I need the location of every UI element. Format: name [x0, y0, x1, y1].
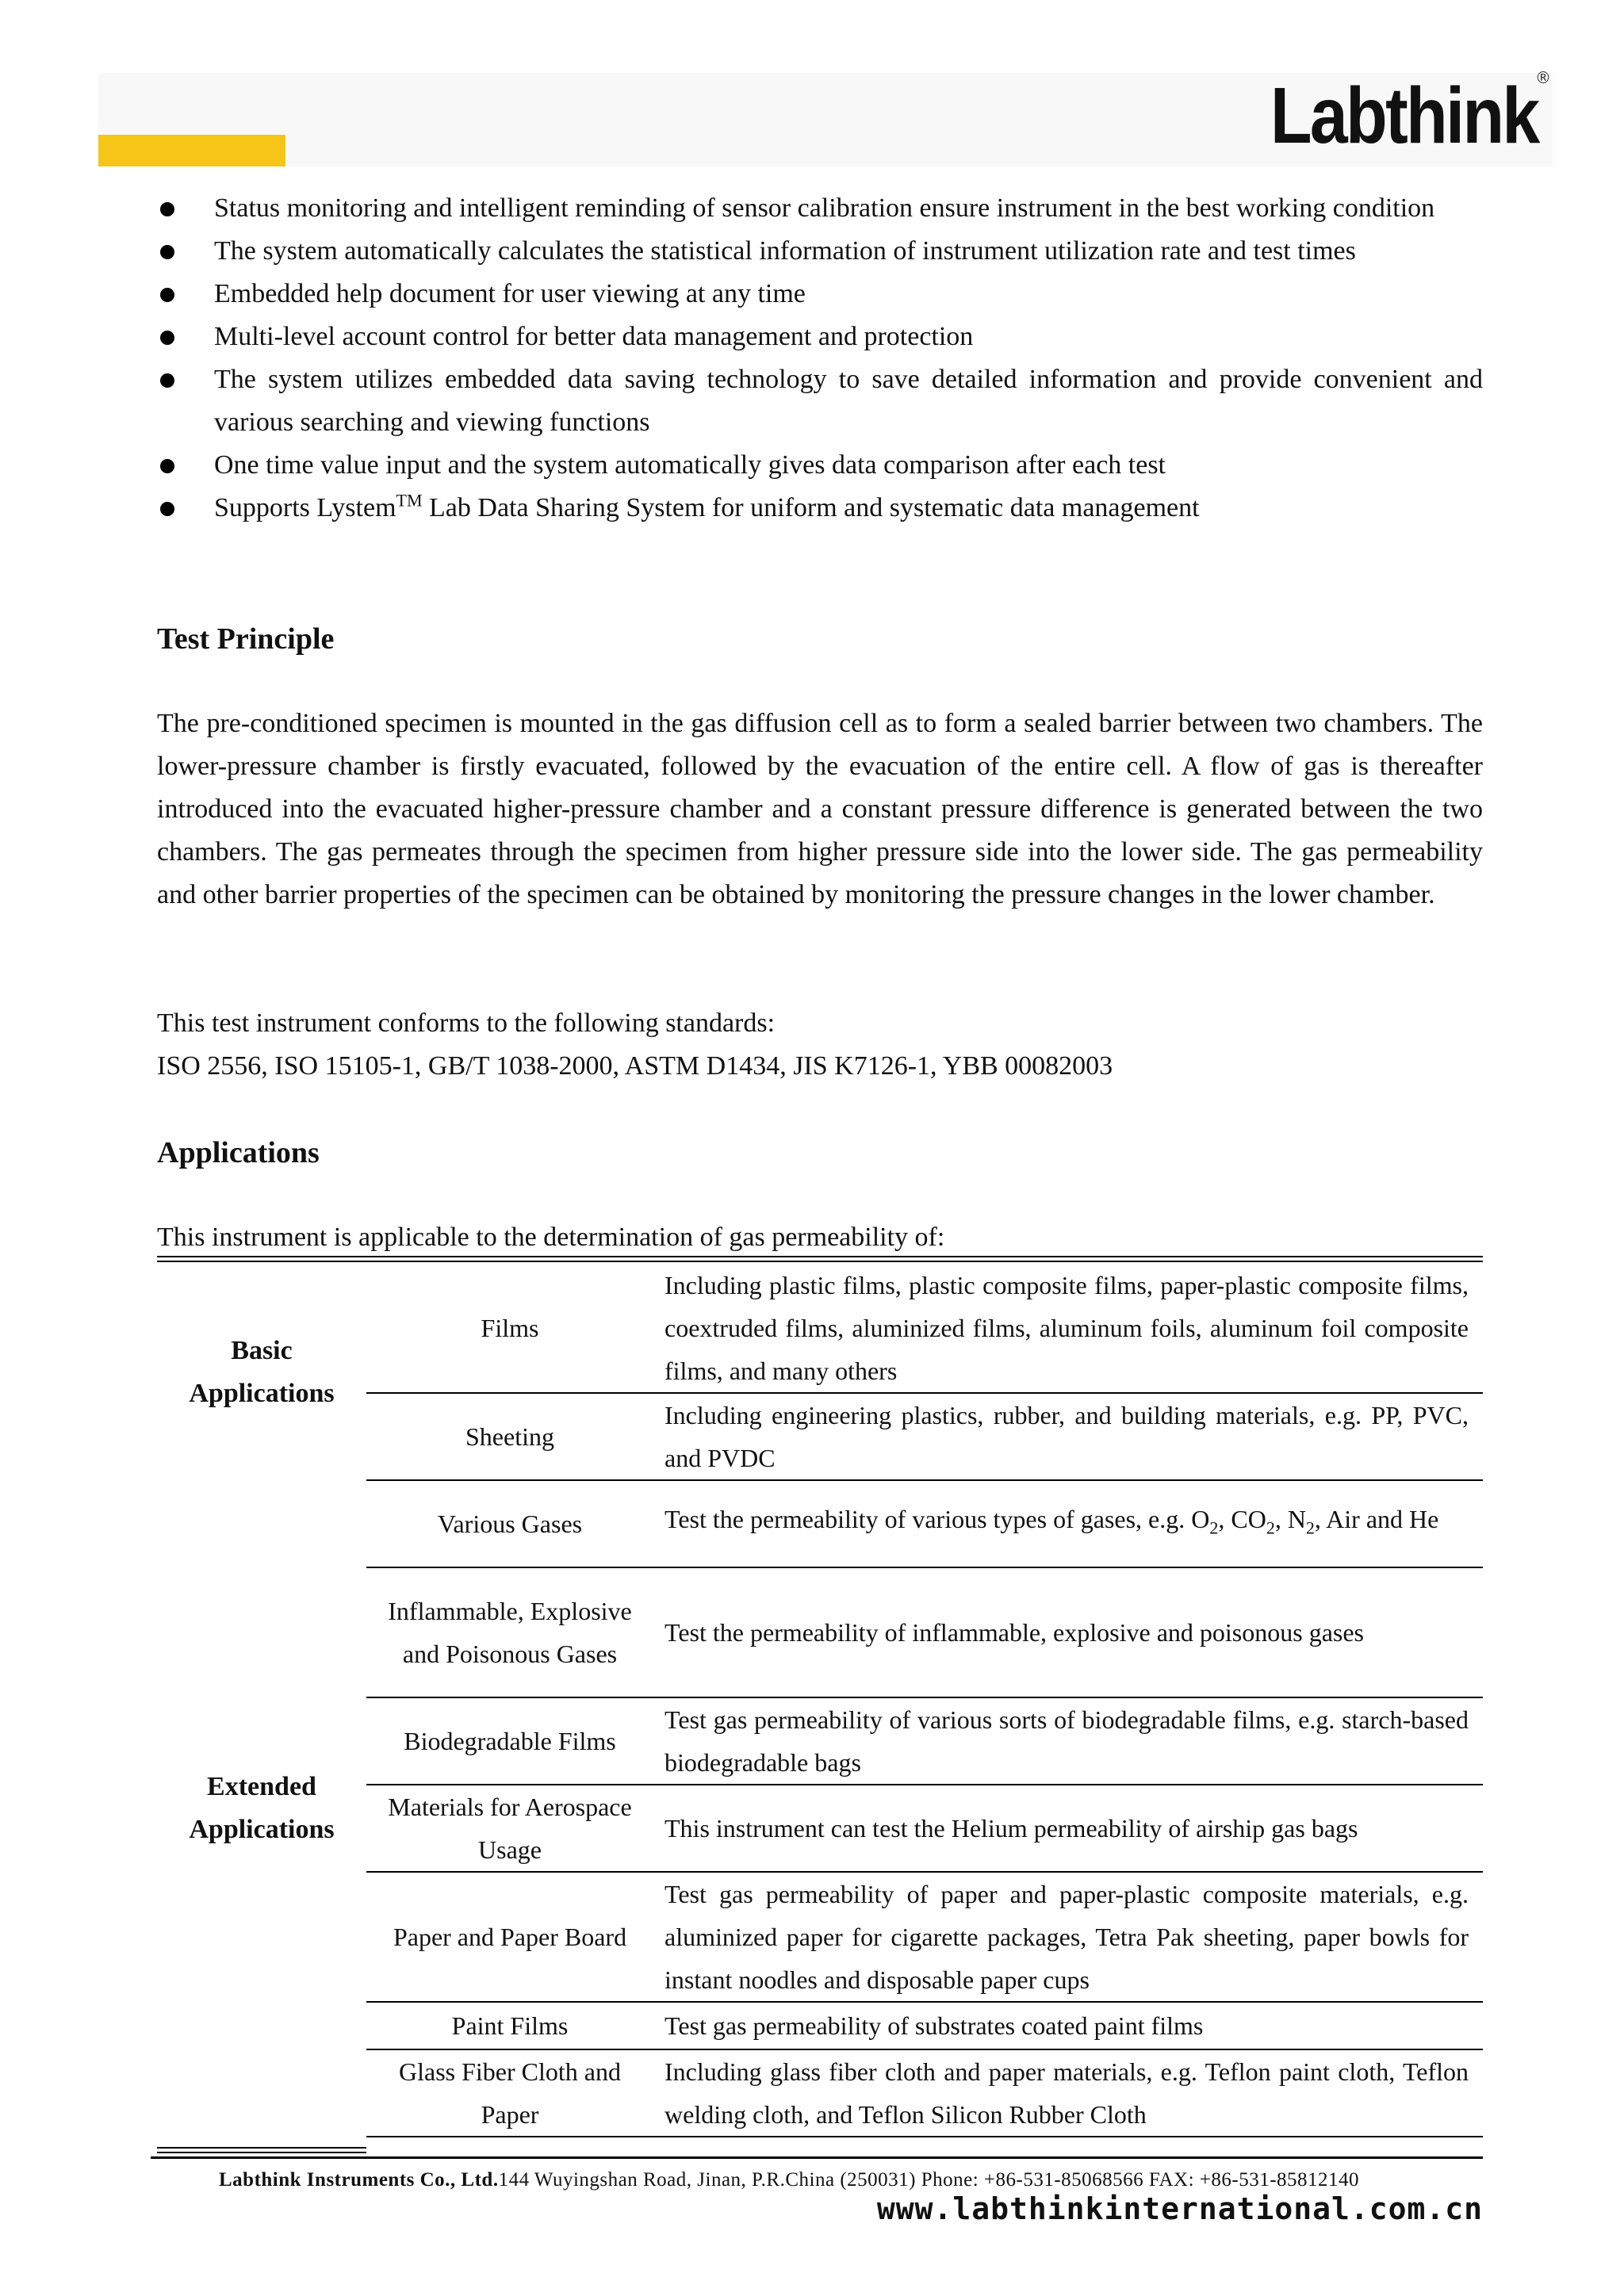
feature-text: Multi-level account control for better data management and protection [214, 322, 974, 351]
basic-applications-label [157, 1264, 366, 1480]
bullet-icon [160, 331, 174, 345]
feature-text: Status monitoring and intelligent reminding of sensor calibration ensure instrument in the best working condition [214, 193, 1435, 223]
test-principle-heading: Test Principle [157, 622, 335, 656]
table-cell-desc: Test the permeability of inflammable, explosive and poisonous gases [653, 1567, 1483, 1697]
list-item [157, 487, 1483, 530]
gases-desc-mid: , N [1274, 1505, 1306, 1534]
applications-heading: Applications [157, 1136, 320, 1169]
bullet-icon [160, 373, 174, 388]
table-cell-item: Materials for Aerospace Usage [366, 1785, 653, 1872]
table-cell-desc: Including glass fiber cloth and paper materials, e.g. Teflon paint cloth, Teflon welding cloth, and Teflon Silicon Rubber Cloth [653, 2049, 1483, 2137]
bullet-icon [160, 502, 174, 516]
table-row [157, 1480, 1483, 1567]
list-item [157, 316, 1483, 358]
feature-text-after: Lab Data Sharing System for uniform and systematic data management [422, 493, 1200, 522]
gases-desc-suffix: , Air and He [1314, 1505, 1439, 1534]
table-cell-desc: Including plastic films, plastic composite films, paper-plastic composite films, coextruded films, aluminized films, aluminum foils, aluminum foil composite films, and many others [653, 1264, 1483, 1393]
list-item [157, 230, 1483, 273]
footer-company: Labthink Instruments Co., Ltd. [219, 2169, 499, 2191]
feature-text: One time value input and the system automatically gives data comparison after each test [214, 450, 1166, 480]
trademark-superscript: TM [396, 490, 423, 511]
labthink-logo: Labthink [1270, 71, 1538, 160]
basic-label-line2: Applications [189, 1378, 335, 1408]
table-cell-item: Paint Films [366, 2002, 653, 2049]
header-accent-bar [98, 135, 285, 166]
basic-label-line1: Basic [231, 1335, 293, 1365]
table-cell-desc [653, 1480, 1483, 1567]
table-top-rule [157, 1261, 1483, 1262]
extended-label-line2: Applications [189, 1815, 335, 1844]
extended-applications-label [157, 1480, 366, 2137]
footer-contact [219, 2169, 1359, 2191]
table-cell-item: Inflammable, Explosive and Poisonous Gases [366, 1567, 653, 1697]
standards-list: ISO 2556, ISO 15105-1, GB/T 1038-2000, ASTM D1434, JIS K7126-1, YBB 00082003 [157, 1051, 1113, 1081]
bullet-icon [160, 245, 174, 259]
subscript: 2 [1266, 1517, 1275, 1538]
extended-label-line1: Extended [207, 1772, 316, 1801]
list-item [157, 444, 1483, 487]
table-cell-item: Paper and Paper Board [366, 1872, 653, 2002]
table-top-rule [157, 1256, 1483, 1257]
table-cell-item: Various Gases [366, 1480, 653, 1567]
table-bottom-rule [157, 2147, 366, 2149]
gases-desc-prefix: Test the permeability of various types of gases, e.g. O [665, 1505, 1210, 1534]
subscript: 2 [1209, 1517, 1219, 1538]
feature-text: Embedded help document for user viewing at any time [214, 279, 806, 308]
table-cell-desc: Including engineering plastics, rubber, and building materials, e.g. PP, PVC, and PVDC [653, 1393, 1483, 1480]
bullet-icon [160, 288, 174, 302]
feature-list [157, 187, 1483, 530]
footer-rule [151, 2156, 1483, 2159]
table-cell-desc: Test gas permeability of substrates coated paint films [653, 2002, 1483, 2049]
bullet-icon [160, 202, 174, 216]
table-cell-item: Biodegradable Films [366, 1697, 653, 1785]
footer-address: 144 Wuyingshan Road, Jinan, P.R.China (250031) Phone: +86-531-85068566 FAX: +86-531-85812140 [498, 2169, 1360, 2191]
table-cell-desc: Test gas permeability of various sorts of biodegradable films, e.g. starch-based biodegradable bags [653, 1697, 1483, 1785]
feature-text-before: Supports Lystem [214, 493, 396, 522]
table-cell-item: Glass Fiber Cloth and Paper [366, 2049, 653, 2137]
table-cell-desc: This instrument can test the Helium permeability of airship gas bags [653, 1785, 1483, 1872]
footer-website: www.labthinkinternational.com.cn [876, 2191, 1483, 2226]
registered-mark: ® [1535, 68, 1551, 87]
applications-intro: This instrument is applicable to the determination of gas permeability of: [157, 1223, 945, 1252]
gases-desc-mid: , CO [1218, 1505, 1266, 1534]
test-principle-paragraph: The pre-conditioned specimen is mounted in the gas diffusion cell as to form a sealed barrier between two chambers. The lower-pressure chamber is firstly evacuated, followed by the evacuation of the entire cell. A flow of gas is thereafter introduced into the evacuated higher-pressure chamber and a constant pressure difference is generated between the two chambers. The gas permeates through the specimen from higher pressure side into the lower side. The gas permeability and other barrier properties of the specimen can be obtained by monitoring the pressure changes in the lower chamber. [157, 709, 1483, 909]
list-item [157, 358, 1483, 444]
list-item [157, 273, 1483, 316]
subscript: 2 [1305, 1517, 1315, 1538]
applications-table [157, 1264, 1483, 2137]
table-bottom-rule [157, 2152, 366, 2153]
table-cell-desc: Test gas permeability of paper and paper-plastic composite materials, e.g. aluminized paper for cigarette packages, Tetra Pak sheeting, paper bowls for instant noodles and disposable paper cups [653, 1872, 1483, 2002]
table-cell-item: Sheeting [366, 1393, 653, 1480]
table-row [157, 1264, 1483, 1393]
standards-intro: This test instrument conforms to the following standards: [157, 1008, 776, 1038]
feature-text: The system utilizes embedded data saving technology to save detailed information and provide convenient and various searching and viewing functions [214, 365, 1483, 437]
list-item [157, 187, 1483, 230]
feature-text: The system automatically calculates the statistical information of instrument utilization rate and test times [214, 236, 1356, 266]
bullet-icon [160, 459, 174, 473]
table-cell-item: Films [366, 1264, 653, 1393]
